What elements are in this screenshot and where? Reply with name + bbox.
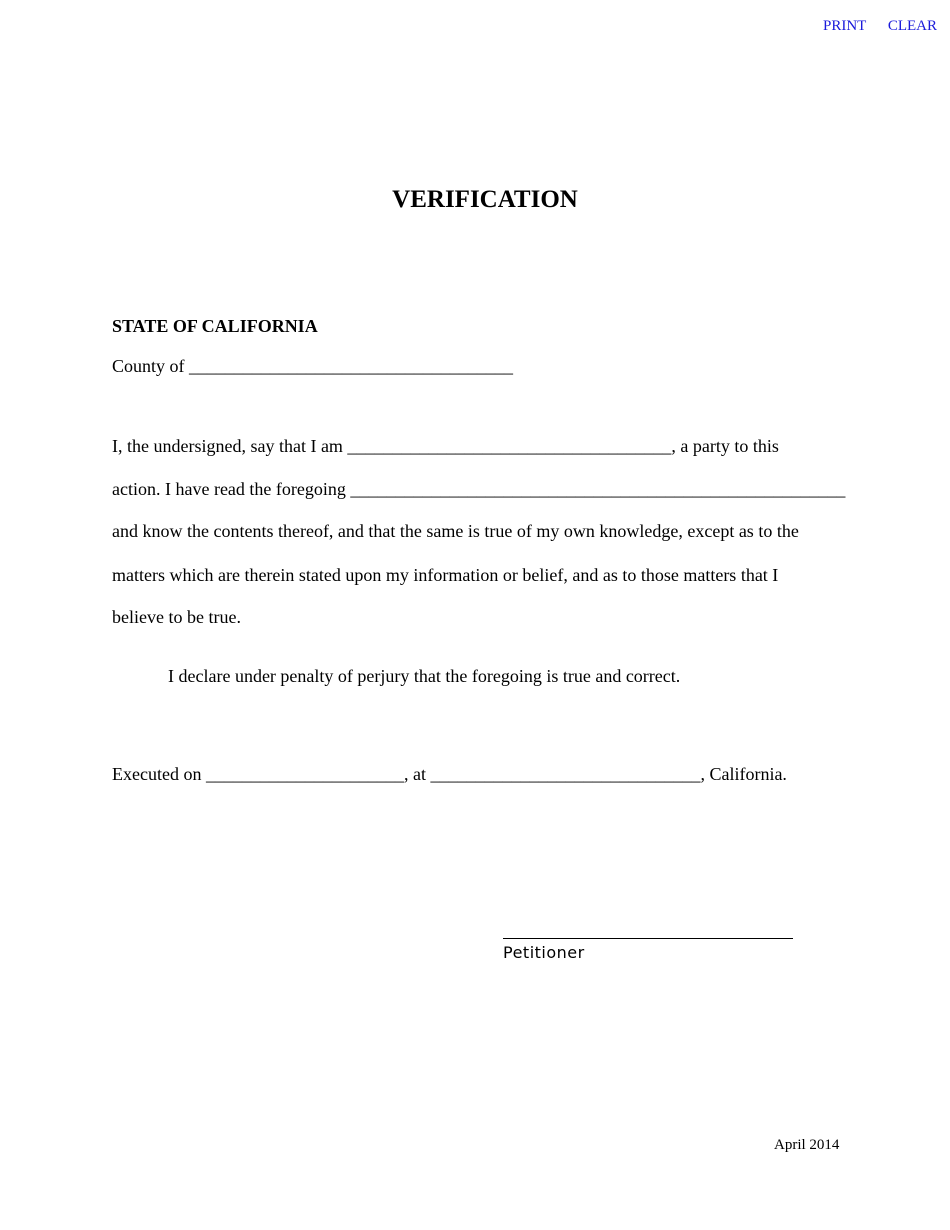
body-line: I, the undersigned, say that I am ____________________________________, a party to this [112,436,779,456]
body-line: believe to be true. [112,607,241,627]
county-line: County of ____________________________________ [112,356,514,376]
clear-button[interactable]: CLEAR [887,18,937,34]
body-line: matters which are therein stated upon my information or belief, and as to those matters that I [112,565,779,585]
print-button[interactable]: PRINT [823,18,867,34]
form-toolbar [805,18,937,35]
executed-line: Executed on ______________________, at ______________________________, California. [112,764,787,784]
document-title: VERIFICATION [392,186,578,213]
state-heading: STATE OF CALIFORNIA [112,316,318,336]
revision-date: April 2014 [774,1137,840,1153]
body-line: and know the contents thereof, and that the same is true of my own knowledge, except as to the [112,521,799,541]
signature-line [503,938,793,939]
body-line: action. I have read the foregoing _______________________________________________________ [112,479,846,499]
signature-label: Petitioner [503,943,585,962]
declaration-statement: I declare under penalty of perjury that the foregoing is true and correct. [168,666,681,686]
